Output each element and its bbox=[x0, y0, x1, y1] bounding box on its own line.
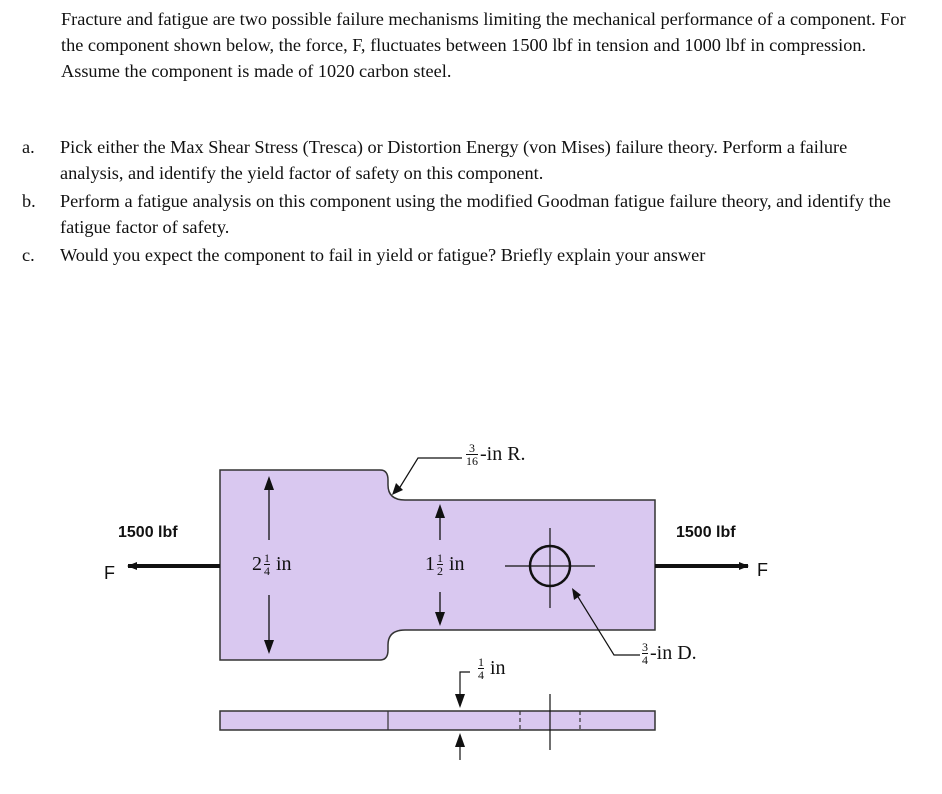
dim-denominator: 2 bbox=[437, 564, 443, 578]
right-force-label: 1500 lbf bbox=[676, 524, 736, 541]
dim-unit: in bbox=[490, 657, 506, 679]
dim-numerator: 1 bbox=[478, 655, 484, 669]
dim-unit: in bbox=[276, 553, 292, 575]
hole-dimension-label bbox=[640, 641, 697, 666]
dim-numerator: 1 bbox=[437, 551, 443, 565]
dim-fraction bbox=[264, 552, 270, 577]
problem-intro: Fracture and fatigue are two possible failure mechanisms limiting the mechanical performance of a component. For the component shown below, the force, F, fluctuates between 1500 lbf in tension and 1000 lbf in compression. Assume the component is made of 1020 carbon steel. bbox=[61, 9, 906, 81]
dim-numerator: 3 bbox=[642, 640, 648, 654]
question-letter: a. bbox=[22, 137, 35, 157]
left-force-label: 1500 lbf bbox=[118, 524, 178, 541]
question-text: Perform a fatigue analysis on this component using the modified Goodman fatigue failure theory, and identify the fatigue factor of safety. bbox=[60, 191, 891, 237]
radius-leader bbox=[392, 458, 462, 495]
question-letter: c. bbox=[22, 245, 35, 265]
dim-unit: -in D. bbox=[650, 642, 697, 664]
dim-whole: 2 bbox=[252, 553, 262, 575]
width-dimension-label bbox=[252, 552, 292, 577]
dim-numerator: 3 bbox=[469, 441, 475, 455]
thickness-dimension-label bbox=[476, 656, 506, 681]
dim-fraction bbox=[642, 641, 648, 666]
dim-denominator: 4 bbox=[264, 564, 270, 578]
dim-denominator: 4 bbox=[478, 668, 484, 682]
dim-unit: -in R. bbox=[480, 443, 526, 465]
question-text: Would you expect the component to fail in yield or fatigue? Briefly explain your answer bbox=[60, 245, 706, 265]
dim-numerator: 1 bbox=[264, 551, 270, 565]
dim-fraction bbox=[478, 656, 484, 681]
dim-unit: in bbox=[449, 553, 465, 575]
question-letter: b. bbox=[22, 191, 36, 211]
radius-dimension-label bbox=[464, 442, 526, 467]
dim-denominator: 16 bbox=[466, 454, 478, 468]
question-text: Pick either the Max Shear Stress (Tresca) or Distortion Energy (von Mises) failure theory. Perform a failure analysis, and identify the yield factor of safety on this component. bbox=[60, 137, 848, 183]
dim-fraction bbox=[466, 442, 478, 467]
right-F-label: F bbox=[757, 560, 768, 580]
dim-fraction bbox=[437, 552, 443, 577]
dim-denominator: 4 bbox=[642, 653, 648, 667]
left-F-label: F bbox=[104, 563, 115, 583]
neck-dimension-label bbox=[425, 552, 465, 577]
dim-whole: 1 bbox=[425, 553, 435, 575]
part-side-view bbox=[220, 711, 655, 730]
